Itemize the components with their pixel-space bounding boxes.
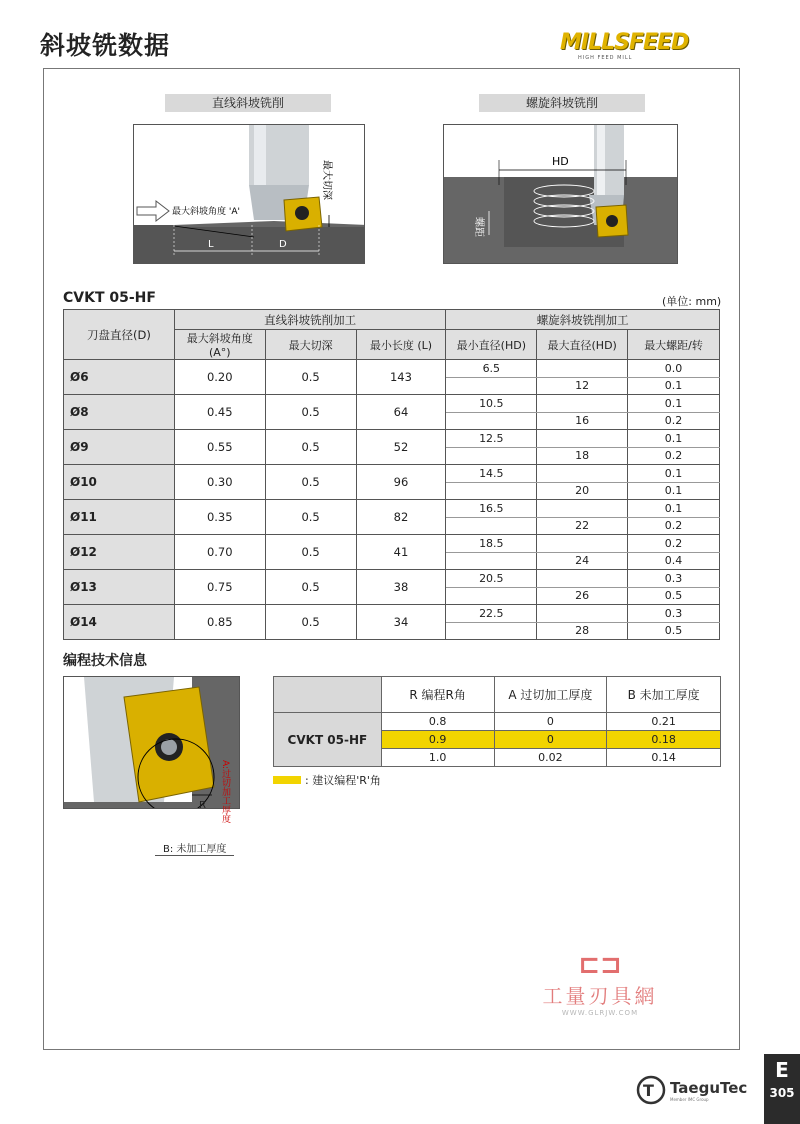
cell-length: 38 xyxy=(356,570,446,605)
r-table-row xyxy=(274,713,721,731)
cell-depth: 0.5 xyxy=(265,395,356,430)
cell-max-hd: 20 xyxy=(537,482,628,500)
cell-pitch-a: 0.3 xyxy=(628,605,720,623)
cell-a: 0 xyxy=(494,713,607,731)
table-row xyxy=(64,535,720,553)
cell-diameter: Ø10 xyxy=(64,465,175,500)
cell-diameter: Ø9 xyxy=(64,430,175,465)
brand-sub: HIGH FEED MILL xyxy=(578,55,633,61)
cell-max-hd-blank xyxy=(537,395,628,413)
d-label: D xyxy=(279,239,287,250)
cell-pitch-b: 0.5 xyxy=(628,587,720,605)
header-cutter-diameter: 刀盘直径(D) xyxy=(64,310,175,360)
cell-diameter: Ø6 xyxy=(64,360,175,395)
cell-a: 0.02 xyxy=(494,749,607,767)
cell-min-hd-blank xyxy=(446,377,537,395)
cell-min-hd: 16.5 xyxy=(446,500,537,518)
section-letter: E xyxy=(775,1058,789,1082)
watermark-logo-icon: ⊏⊐ xyxy=(578,950,622,980)
cell-pitch-a: 0.1 xyxy=(628,465,720,483)
legend-text: : 建议编程'R'角 xyxy=(305,774,381,787)
helical-ramping-diagram xyxy=(443,124,678,264)
cell-diameter: Ø8 xyxy=(64,395,175,430)
taegutec-emblem-icon xyxy=(636,1075,666,1105)
r-table-label: CVKT 05-HF xyxy=(274,713,382,767)
header-uncut: B 未加工厚度 xyxy=(607,677,721,713)
cell-pitch-a: 0.1 xyxy=(628,395,720,413)
cell-depth: 0.5 xyxy=(265,465,356,500)
cell-depth: 0.5 xyxy=(265,605,356,640)
cell-angle: 0.35 xyxy=(174,500,265,535)
section-tab xyxy=(764,1054,800,1124)
cell-pitch-b: 0.2 xyxy=(628,412,720,430)
cell-diameter: Ø11 xyxy=(64,500,175,535)
logo-sub: Member IMC Group xyxy=(670,1096,709,1102)
a-label: A:过切加工厚度 xyxy=(220,760,230,824)
cell-min-hd-blank xyxy=(446,552,537,570)
header-max-angle: 最大斜坡角度 (A°) xyxy=(174,330,265,360)
cell-length: 82 xyxy=(356,500,446,535)
watermark-url: WWW.GLRJW.COM xyxy=(561,1009,639,1017)
cell-pitch-a: 0.1 xyxy=(628,500,720,518)
svg-text:T: T xyxy=(643,1081,654,1100)
cell-length: 41 xyxy=(356,535,446,570)
programming-heading: 编程技术信息 xyxy=(63,653,147,669)
cell-b: 0.14 xyxy=(607,749,721,767)
cell-max-hd: 22 xyxy=(537,517,628,535)
cell-max-hd-blank xyxy=(537,570,628,588)
caption-helical-ramping: 螺旋斜坡铣削 xyxy=(479,94,645,112)
pitch-label: 螺距 xyxy=(473,217,484,237)
watermark xyxy=(520,950,680,1017)
b-label: B: 未加工厚度 xyxy=(155,840,234,856)
cell-min-hd: 14.5 xyxy=(446,465,537,483)
cell-length: 34 xyxy=(356,605,446,640)
header-max-pitch: 最大螺距/转 xyxy=(628,330,720,360)
header-min-hd: 最小直径(HD) xyxy=(446,330,537,360)
cell-max-hd: 18 xyxy=(537,447,628,465)
cell-min-hd-blank xyxy=(446,482,537,500)
programming-diagram xyxy=(63,676,240,809)
max-ramp-angle-label: 最大斜坡角度 'A' xyxy=(172,207,240,217)
table-row xyxy=(64,605,720,623)
header-overcut: A 过切加工厚度 xyxy=(494,677,607,713)
cell-max-hd: 26 xyxy=(537,587,628,605)
header-max-hd: 最大直径(HD) xyxy=(537,330,628,360)
cell-length: 52 xyxy=(356,430,446,465)
cell-depth: 0.5 xyxy=(265,570,356,605)
brand-name: MILLSFEED xyxy=(560,30,689,55)
cell-angle: 0.85 xyxy=(174,605,265,640)
page-number: 305 xyxy=(769,1086,795,1100)
cell-min-hd-blank xyxy=(446,517,537,535)
cell-depth: 0.5 xyxy=(265,360,356,395)
cell-max-hd-blank xyxy=(537,535,628,553)
cell-angle: 0.55 xyxy=(174,430,265,465)
cell-pitch-a: 0.1 xyxy=(628,430,720,448)
cell-b: 0.18 xyxy=(607,731,721,749)
table-row xyxy=(64,395,720,413)
cell-min-hd: 6.5 xyxy=(446,360,537,378)
cell-max-hd-blank xyxy=(537,605,628,623)
cell-pitch-b: 0.5 xyxy=(628,622,720,640)
cell-r: 0.9 xyxy=(381,731,494,749)
cell-max-hd: 16 xyxy=(537,412,628,430)
cell-min-hd: 20.5 xyxy=(446,570,537,588)
cell-diameter: Ø14 xyxy=(64,605,175,640)
cell-length: 143 xyxy=(356,360,446,395)
cell-min-hd: 22.5 xyxy=(446,605,537,623)
programming-r-table xyxy=(273,676,721,767)
cell-pitch-a: 0.3 xyxy=(628,570,720,588)
table-heading: CVKT 05-HF xyxy=(63,290,156,306)
cell-max-hd-blank xyxy=(537,360,628,378)
cell-angle: 0.70 xyxy=(174,535,265,570)
cell-min-hd: 12.5 xyxy=(446,430,537,448)
cell-min-hd-blank xyxy=(446,622,537,640)
cell-r: 1.0 xyxy=(381,749,494,767)
l-label: L xyxy=(208,239,214,250)
cell-length: 96 xyxy=(356,465,446,500)
caption-linear-ramping: 直线斜坡铣削 xyxy=(165,94,331,112)
cell-length: 64 xyxy=(356,395,446,430)
cell-angle: 0.45 xyxy=(174,395,265,430)
cell-min-hd-blank xyxy=(446,447,537,465)
cell-min-hd: 18.5 xyxy=(446,535,537,553)
cell-max-hd: 12 xyxy=(537,377,628,395)
cell-max-hd: 24 xyxy=(537,552,628,570)
max-depth-label: 最大切深 xyxy=(321,160,332,200)
cell-pitch-a: 0.0 xyxy=(628,360,720,378)
cell-min-hd: 10.5 xyxy=(446,395,537,413)
ramping-data-table xyxy=(63,309,720,640)
cell-angle: 0.20 xyxy=(174,360,265,395)
table-row xyxy=(64,465,720,483)
cell-b: 0.21 xyxy=(607,713,721,731)
millsfeed-logo xyxy=(560,30,740,60)
cell-pitch-b: 0.2 xyxy=(628,447,720,465)
cell-diameter: Ø13 xyxy=(64,570,175,605)
linear-ramping-diagram xyxy=(133,124,365,264)
header-min-length: 最小长度 (L) xyxy=(356,330,446,360)
logo-text: TaeguTec xyxy=(670,1078,748,1097)
taegutec-logo xyxy=(636,1075,747,1105)
cell-depth: 0.5 xyxy=(265,535,356,570)
cell-angle: 0.30 xyxy=(174,465,265,500)
cell-max-hd-blank xyxy=(537,430,628,448)
cell-max-hd: 28 xyxy=(537,622,628,640)
hd-label: HD xyxy=(552,155,569,168)
cell-diameter: Ø12 xyxy=(64,535,175,570)
watermark-main: 工量刃具網 xyxy=(542,984,658,1008)
header-max-depth: 最大切深 xyxy=(265,330,356,360)
header-blank xyxy=(274,677,382,713)
page-title: 斜坡铣数据 xyxy=(40,31,171,60)
header-linear-ramping: 直线斜坡铣削加工 xyxy=(174,310,446,330)
cell-pitch-b: 0.1 xyxy=(628,482,720,500)
legend xyxy=(273,772,381,788)
unit-label: (单位: mm) xyxy=(662,295,722,308)
cell-pitch-a: 0.2 xyxy=(628,535,720,553)
cell-min-hd-blank xyxy=(446,587,537,605)
table-row xyxy=(64,360,720,378)
cell-depth: 0.5 xyxy=(265,430,356,465)
cell-max-hd-blank xyxy=(537,465,628,483)
table-row xyxy=(64,430,720,448)
cell-angle: 0.75 xyxy=(174,570,265,605)
legend-swatch xyxy=(273,776,301,784)
cell-r: 0.8 xyxy=(381,713,494,731)
table-row xyxy=(64,570,720,588)
header-r-corner: R 编程R角 xyxy=(381,677,494,713)
cell-depth: 0.5 xyxy=(265,500,356,535)
cell-pitch-b: 0.1 xyxy=(628,377,720,395)
cell-max-hd-blank xyxy=(537,500,628,518)
table-row xyxy=(64,500,720,518)
cell-a: 0 xyxy=(494,731,607,749)
cell-min-hd-blank xyxy=(446,412,537,430)
cell-pitch-b: 0.4 xyxy=(628,552,720,570)
header-helical-ramping: 螺旋斜坡铣削加工 xyxy=(446,310,720,330)
r-label: R xyxy=(199,800,206,811)
cell-pitch-b: 0.2 xyxy=(628,517,720,535)
